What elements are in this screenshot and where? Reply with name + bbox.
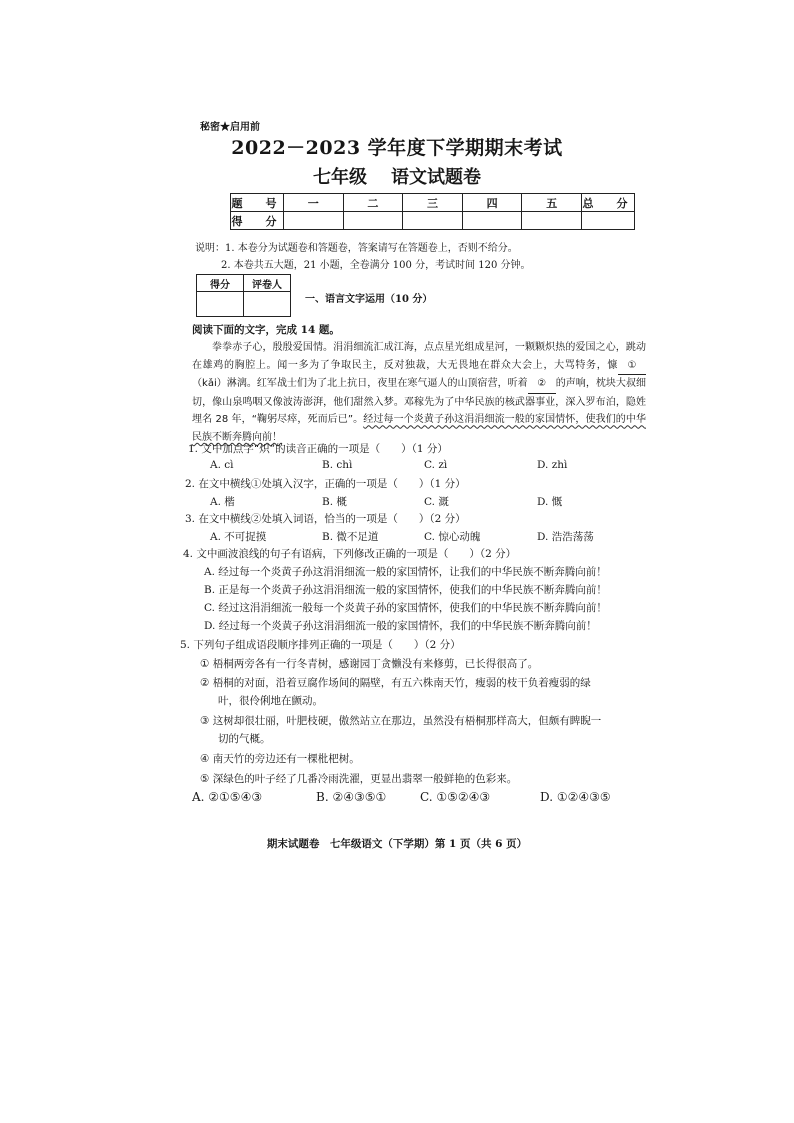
score-table-header-row [231, 194, 635, 212]
page-footer: 期末试题卷 七年级语文（下学期）第 1 页（共 6 页） [266, 838, 528, 850]
option-d: D. 经过每一个炎黄子孙这涓涓细流一般的家国情怀，我们的中华民族不断奔腾向前！ [204, 620, 597, 632]
score-cell: 五 [522, 194, 582, 212]
score-cell-blank [462, 212, 522, 230]
option-a: A. cì [210, 459, 234, 471]
passage-text: 的声响，枕块大叔细切，像山泉鸣咽又像波涛澎湃，他们甜然入梦。邓稼先为了中华民族的核武器事业，深入罗布泊，隐姓埋名 28 年，“鞠躬尽瘁，死而后已”。 [192, 378, 646, 426]
score-cell: 四 [462, 194, 522, 212]
score-cell: 二 [343, 194, 403, 212]
grader-score-label: 得分 [197, 275, 244, 292]
sentence-2-cont: 叶，很伶俐地在颤动。 [218, 695, 323, 707]
instruction-2: 2. 本卷共五大题，21 小题，全卷满分 100 分，考试时间 120 分钟。 [221, 260, 531, 271]
passage-paragraph [192, 339, 646, 447]
reading-intro: 阅读下面的文字，完成 14 题。 [192, 324, 340, 336]
score-cell: 三 [403, 194, 463, 212]
score-cell-blank [522, 212, 582, 230]
score-cell-blank [343, 212, 403, 230]
score-cell: 题 号 [231, 194, 284, 212]
option-a: A. 不可捉摸 [210, 531, 267, 543]
option-b: B. 正是每一个炎黄子孙这涓涓细流一般的家国情怀，使我们的中华民族不断奔腾向前！ [204, 584, 607, 596]
question-1: 1. 文中加点字“炽”的读音正确的一项是（ ）（1 分） [188, 443, 448, 455]
confidential-label: 秘密★启用前 [200, 122, 260, 133]
option-a: A. ②①⑤④③ [192, 790, 263, 804]
passage-text: 拳拳赤子心，殷殷爱国情。涓涓细流汇成江海，点点星光组成星河，一颗颗炽热的爱国之心，跳动在雄鸡的胸腔上。闻一多为了争取民主，反对独裁，大无畏地在群众大会上，大骂特务，慷 [192, 342, 646, 371]
reading-passage [192, 339, 646, 447]
blank-1: ① [618, 357, 646, 376]
option-c: C. zì [424, 459, 448, 471]
score-cell-blank [403, 212, 463, 230]
blank-2: ② [528, 375, 556, 394]
grader-score-blank [197, 292, 244, 317]
section-heading: 一、语言文字运用（10 分） [305, 294, 433, 305]
grade-label: 七年级 [313, 167, 367, 188]
sentence-1: ① 梧桐两旁各有一行冬青树，感谢园丁贪懒没有来修剪，已长得很高了。 [200, 658, 539, 670]
instructions [195, 240, 531, 274]
score-cell-blank [284, 212, 344, 230]
question-5: 5. 下列句子组成语段顺序排列正确的一项是（ ）（2 分） [180, 639, 461, 651]
option-b: B. 概 [322, 496, 347, 508]
score-table [230, 193, 635, 230]
option-b: B. ②④③⑤① [316, 790, 387, 804]
passage-text: （kǎi）淋漓。红军战士们为了北上抗日，夜里在寒气逼人的山顶宿营，听着 [192, 378, 528, 390]
option-d: D. 浩浩荡荡 [537, 531, 594, 543]
sentence-3-cont: 切的气概。 [218, 733, 271, 745]
grader-reviewer-label: 评卷人 [244, 275, 291, 292]
option-c: C. ①⑤②④③ [420, 790, 491, 804]
exam-title: 2022－2023 学年度下学期期末考试 [231, 137, 563, 159]
option-a: A. 楷 [210, 496, 235, 508]
grader-box [196, 274, 291, 317]
question-2: 2. 在文中横线①处填入汉字，正确的一项是（ ）（1 分） [185, 478, 466, 490]
instruction-1: 说明：1. 本卷分为试题卷和答题卷，答案请写在答题卷上，否则不给分。 [195, 243, 518, 254]
option-c: C. 惊心动魄 [424, 531, 481, 543]
score-table-score-row [231, 212, 635, 230]
grader-reviewer-blank [244, 292, 291, 317]
sentence-5: ⑤ 深绿色的叶子经了几番冷雨洗濯，更显出翡翠一般鲜艳的色彩来。 [200, 773, 518, 785]
score-cell-blank [582, 212, 635, 230]
option-b: B. 微不足道 [322, 531, 379, 543]
score-cell: 总 分 [582, 194, 635, 212]
option-d: D. zhì [537, 459, 568, 471]
subject-label: 语文试题卷 [391, 167, 481, 188]
option-a: A. 经过每一个炎黄子孙这涓涓细流一般的家国情怀，让我们的中华民族不断奔腾向前！ [204, 566, 607, 578]
option-b: B. chì [322, 459, 353, 471]
question-4: 4. 文中画波浪线的句子有语病，下列修改正确的一项是（ ）（2 分） [183, 548, 517, 560]
option-c: C. 经过这涓涓细流一般每一个炎黄子孙的家国情怀，使我们的中华民族不断奔腾向前！ [204, 602, 607, 614]
exam-subtitle [0, 163, 794, 189]
sentence-4: ④ 南天竹的旁边还有一棵枇杷树。 [200, 753, 360, 765]
sentence-2: ② 梧桐的对面，沿着豆腐作场间的隔壁，有五六株南天竹，瘦弱的枝干负着瘦弱的绿 [200, 677, 591, 689]
wavy-sentence: 经过每一个炎黄子孙这涓涓细流一般的家国情怀，使我们的中华民族不断奔腾向前！ [192, 414, 646, 443]
question-3: 3. 在文中横线②处填入词语，恰当的一项是（ ）（2 分） [185, 513, 466, 525]
score-cell: 得 分 [231, 212, 284, 230]
option-d: D. ①②④③⑤ [540, 790, 611, 804]
option-d: D. 慨 [537, 496, 563, 508]
score-cell: 一 [284, 194, 344, 212]
sentence-3: ③ 这树却很壮丽，叶肥枝硬，傲然站立在那边，虽然没有梧桐那样高大，但颇有睥睨一 [200, 715, 602, 727]
option-c: C. 溉 [424, 496, 449, 508]
